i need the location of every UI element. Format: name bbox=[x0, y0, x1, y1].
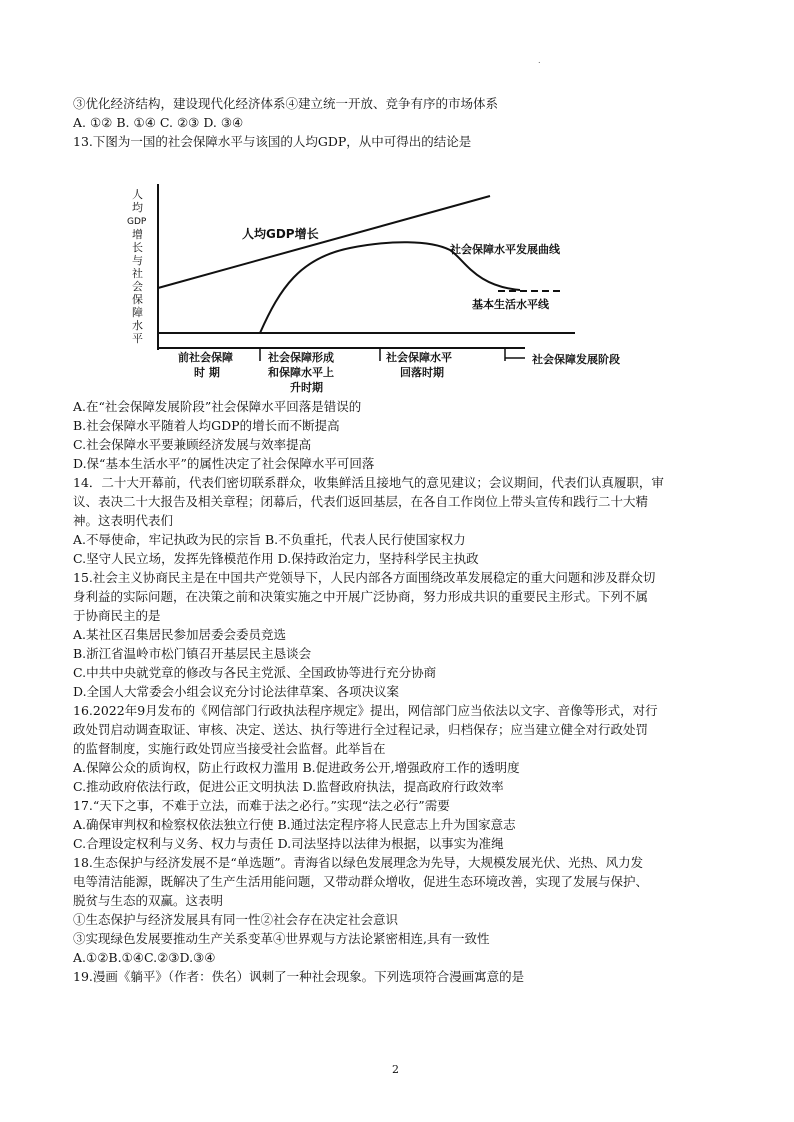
q15-stem: 15.社会主义协商民主是在中国共产党领导下，人民内部各方面围绕改革发展稳定的重大问题和涉及群众切 bbox=[73, 570, 656, 585]
stage-2-label: 社会保障形成 bbox=[268, 351, 334, 364]
q13-option-c: C.社会保障水平要兼顾经济发展与效率提高 bbox=[73, 437, 312, 452]
gdp-growth-label: 人均GDP增长 bbox=[242, 227, 319, 241]
svg-text:增: 增 bbox=[132, 228, 143, 241]
q14-stem: 议、表决二十大报告及相关章程；闭幕后，代表们返回基层，在各自工作岗位上带头宣传和践行二十大精 bbox=[73, 494, 649, 509]
q16-options-cd: C.推动政府依法行政，促进公正文明执法 D.监督政府执法，提高政府行政效率 bbox=[73, 779, 504, 794]
stage-1-label: 前社会保障 bbox=[178, 351, 233, 364]
header-mark: . bbox=[538, 56, 541, 65]
q14-options-ab: A.不辱使命，牢记执政为民的宗旨 B.不负重托，代表人民行使国家权力 bbox=[73, 532, 466, 547]
q13-option-d: D.保“基本生活水平”的属性决定了社会保障水平可回落 bbox=[73, 456, 375, 471]
q15-stem: 身利益的实际问题，在决策之前和决策实施之中开展广泛协商，努力形成共识的重要民主形式。下列不属 bbox=[73, 589, 649, 604]
basic-living-label: 基本生活水平线 bbox=[472, 298, 549, 311]
stage-1-label: 时 期 bbox=[194, 366, 220, 379]
q16-stem: 政处罚启动调查取证、审核、决定、送达、执行等进行全过程记录，归档保存；应当建立健全对行政处罚 bbox=[73, 722, 649, 737]
q18-statements: ③实现绿色发展要推动生产关系变革④世界观与方法论紧密相连,具有一致性 bbox=[73, 931, 490, 946]
q17-options-cd: C.合理设定权利与义务、权力与责任 D.司法坚持以法律为根据，以事实为准绳 bbox=[73, 836, 504, 851]
q17-options-ab: A.确保审判权和检察权依法独立行使 B.通过法定程序将人民意志上升为国家意志 bbox=[73, 817, 516, 832]
q16-stem: 16.2022年9月发布的《网信部门行政执法程序规定》提出，网信部门应当依法以文字、音像等形式，对行 bbox=[73, 703, 658, 718]
q19-stem: 19.漫画《躺平》（作者：佚名）讽刺了一种社会现象。下列选项符合漫画寓意的是 bbox=[73, 969, 525, 984]
q13-option-b: B.社会保障水平随着人均GDP的增长而不断提高 bbox=[73, 418, 340, 433]
q18-answers: A.①②B.①④C.②③D.③④ bbox=[73, 950, 216, 965]
svg-text:障: 障 bbox=[132, 306, 143, 319]
svg-text:社: 社 bbox=[132, 267, 143, 280]
q15-stem: 于协商民主的是 bbox=[73, 608, 161, 623]
q14-options-cd: C.坚守人民立场，发挥先锋模范作用 D.保持政治定力，坚持科学民主执政 bbox=[73, 551, 479, 566]
q16-stem: 的监督制度，实施行政处罚应当接受社会监督。此举旨在 bbox=[73, 741, 386, 756]
svg-text:平: 平 bbox=[132, 332, 143, 345]
svg-text:保: 保 bbox=[132, 293, 143, 306]
q13-stem: 13.下图为一国的社会保障水平与该国的人均GDP，从中可得出的结论是 bbox=[73, 134, 472, 149]
svg-text:水: 水 bbox=[132, 319, 143, 332]
q18-stem: 脱贫与生态的双赢。这表明 bbox=[73, 893, 224, 908]
svg-text:GDP: GDP bbox=[127, 217, 147, 227]
stage-3-label: 社会保障水平 bbox=[386, 351, 452, 364]
y-axis-label bbox=[127, 188, 147, 345]
q15-option-a: A.某社区召集居民参加居委会委员竞选 bbox=[73, 627, 287, 642]
stage-2-label: 升时期 bbox=[290, 381, 323, 394]
stage-2-label: 和保障水平上 bbox=[268, 366, 334, 379]
social-security-figure bbox=[120, 178, 660, 396]
q15-option-d: D.全国人大常委会小组会议充分讨论法律草案、各项决议案 bbox=[73, 684, 400, 699]
x-axis-label: 社会保障发展阶段 bbox=[532, 353, 620, 366]
q14-stem: 14．二十大开幕前，代表们密切联系群众，收集鲜活且接地气的意见建议；会议期间，代表们认真履职，审 bbox=[73, 475, 664, 490]
stage-3-label: 回落时期 bbox=[400, 366, 444, 379]
svg-text:会: 会 bbox=[132, 280, 143, 293]
page-number: 2 bbox=[392, 1063, 399, 1076]
q18-stem: 18.生态保护与经济发展不是“单选题”。青海省以绿色发展理念为先导，大规模发展光伏、光热、风力发 bbox=[73, 855, 644, 870]
q16-options-ab: A.保障公众的质询权，防止行政权力滥用 B.促进政务公开,增强政府工作的透明度 bbox=[73, 760, 520, 775]
q18-statements: ①生态保护与经济发展具有同一性②社会存在决定社会意识 bbox=[73, 912, 399, 927]
q18-stem: 电等清洁能源，既解决了生产生活用能问题，又带动群众增收，促进生态环境改善，实现了发展与保护、 bbox=[73, 874, 649, 889]
svg-text:均: 均 bbox=[132, 201, 143, 214]
svg-text:人: 人 bbox=[132, 188, 143, 201]
gdp-growth-line bbox=[158, 196, 490, 288]
q12-answers: A. ①② B. ①④ C. ②③ D. ③④ bbox=[73, 115, 244, 130]
svg-text:与: 与 bbox=[132, 254, 143, 267]
svg-text:长: 长 bbox=[132, 241, 143, 254]
q14-stem: 神。这表明代表们 bbox=[73, 513, 174, 528]
q17-stem: 17.“天下之事，不难于立法，而难于法之必行。”实现“法之必行”需要 bbox=[73, 798, 450, 813]
social-security-curve-label: 社会保障水平发展曲线 bbox=[450, 243, 560, 256]
q15-option-c: C.中共中央就党章的修改与各民主党派、全国政协等进行充分协商 bbox=[73, 665, 437, 680]
q12-option-line: ③优化经济结构，建设现代化经济体系④建立统一开放、竞争有序的市场体系 bbox=[73, 96, 499, 111]
q15-option-b: B.浙江省温岭市松门镇召开基层民主恳谈会 bbox=[73, 646, 312, 661]
q13-option-a: A.在“社会保障发展阶段”社会保障水平回落是错误的 bbox=[73, 399, 362, 414]
